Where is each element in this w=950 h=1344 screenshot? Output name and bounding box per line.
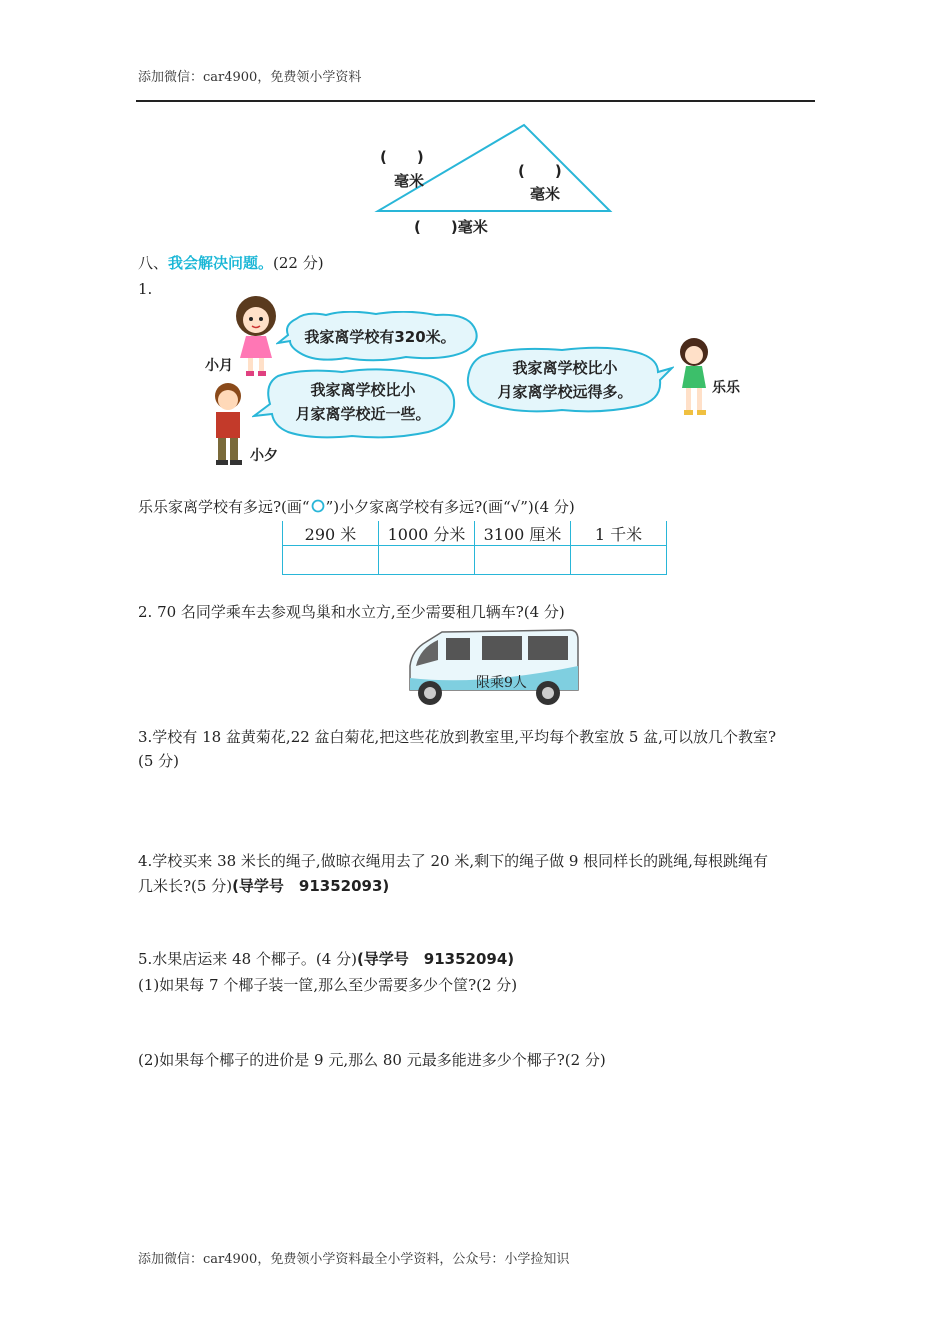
q2-text: 2. 70 名同学乘车去参观鸟巢和水立方,至少需要租几辆车?(4 分) xyxy=(138,603,565,621)
q4-code: (导学号 91352093) xyxy=(232,877,390,895)
q1-prompt-b: ”)小夕家离学校有多远?(画“√”)(4 分) xyxy=(325,498,575,516)
distance-options-table xyxy=(282,521,667,575)
q4-line1: 4.学校买来 38 米长的绳子,做晾衣绳用去了 20 米,剩下的绳子做 9 根同样长的跳绳,每根跳绳有 xyxy=(138,852,768,870)
speech-xiaoxi xyxy=(270,378,456,426)
mark-cell[interactable] xyxy=(379,546,475,575)
name-xiaoyue: 小月 xyxy=(205,358,233,374)
triangle-figure xyxy=(370,118,620,218)
q3-line2: (5 分) xyxy=(138,752,180,770)
speech-xiaoxi-line1: 我家离学校比小 xyxy=(310,381,416,399)
q5-code: (导学号 91352094) xyxy=(356,950,515,968)
van-illustration xyxy=(402,626,580,710)
q5-text: 5.水果店运来 48 个椰子。(4 分) xyxy=(138,950,357,968)
triangle-right-unit: 毫米 xyxy=(530,185,561,203)
circle-icon xyxy=(310,499,326,513)
triangle-bottom-label: ( )毫米 xyxy=(414,218,488,236)
q5-sub2: (2)如果每个椰子的进价是 9 元,那么 80 元最多能进多少个椰子?(2 分) xyxy=(138,1051,606,1069)
speech-lele-line1: 我家离学校比小 xyxy=(512,359,618,377)
q1-prompt-a: 乐乐家离学校有多远?(画“ xyxy=(138,498,310,516)
boy-xiaoxi-illustration xyxy=(206,380,250,468)
triangle-left-unit: 毫米 xyxy=(394,172,425,190)
name-xiaoxi: 小夕 xyxy=(250,448,278,464)
page-footer: 添加微信：car4900，免费领小学资料最全小学资料，公众号：小学捡知识 xyxy=(138,1252,570,1267)
triangle-left-paren: ( ) xyxy=(380,148,424,166)
mark-cell[interactable] xyxy=(475,546,571,575)
option-290m: 290 米 xyxy=(283,521,379,546)
page-header: 添加微信：car4900，免费领小学资料 xyxy=(138,70,362,85)
q1-prompt xyxy=(138,496,575,517)
option-1000dm: 1000 分米 xyxy=(379,521,475,546)
mark-cell[interactable] xyxy=(283,546,379,575)
van-label: 限乘9人 xyxy=(476,675,527,691)
option-3100cm: 3100 厘米 xyxy=(475,521,571,546)
q4-line2: 几米长?(5 分) xyxy=(138,877,233,895)
q4-line2-wrap xyxy=(138,875,389,896)
section-score: (22 分) xyxy=(273,254,324,272)
q5-heading xyxy=(138,948,514,969)
header-divider xyxy=(136,100,815,102)
speech-lele xyxy=(470,356,660,404)
speech-xiaoyue: 我家离学校有320米。 xyxy=(304,328,456,346)
q5-sub1: (1)如果每 7 个椰子装一筐,那么至少需要多少个筐?(2 分) xyxy=(138,976,518,994)
mark-cell[interactable] xyxy=(571,546,667,575)
option-1km: 1 千米 xyxy=(571,521,667,546)
q3-line1: 3.学校有 18 盆黄菊花,22 盆白菊花,把这些花放到教室里,平均每个教室放 5 盆,可以放几个教室? xyxy=(138,728,776,746)
section-heading xyxy=(138,252,324,273)
section-title: 我会解决问题。 xyxy=(168,254,274,272)
q1-number: 1. xyxy=(138,280,153,298)
girl-lele-illustration xyxy=(674,336,716,418)
triangle-right-paren: ( ) xyxy=(518,162,562,180)
speech-lele-line2: 月家离学校远得多。 xyxy=(497,383,633,401)
section-prefix: 八、 xyxy=(138,254,169,272)
speech-xiaoxi-line2: 月家离学校近一些。 xyxy=(295,405,431,423)
name-lele: 乐乐 xyxy=(712,380,740,396)
